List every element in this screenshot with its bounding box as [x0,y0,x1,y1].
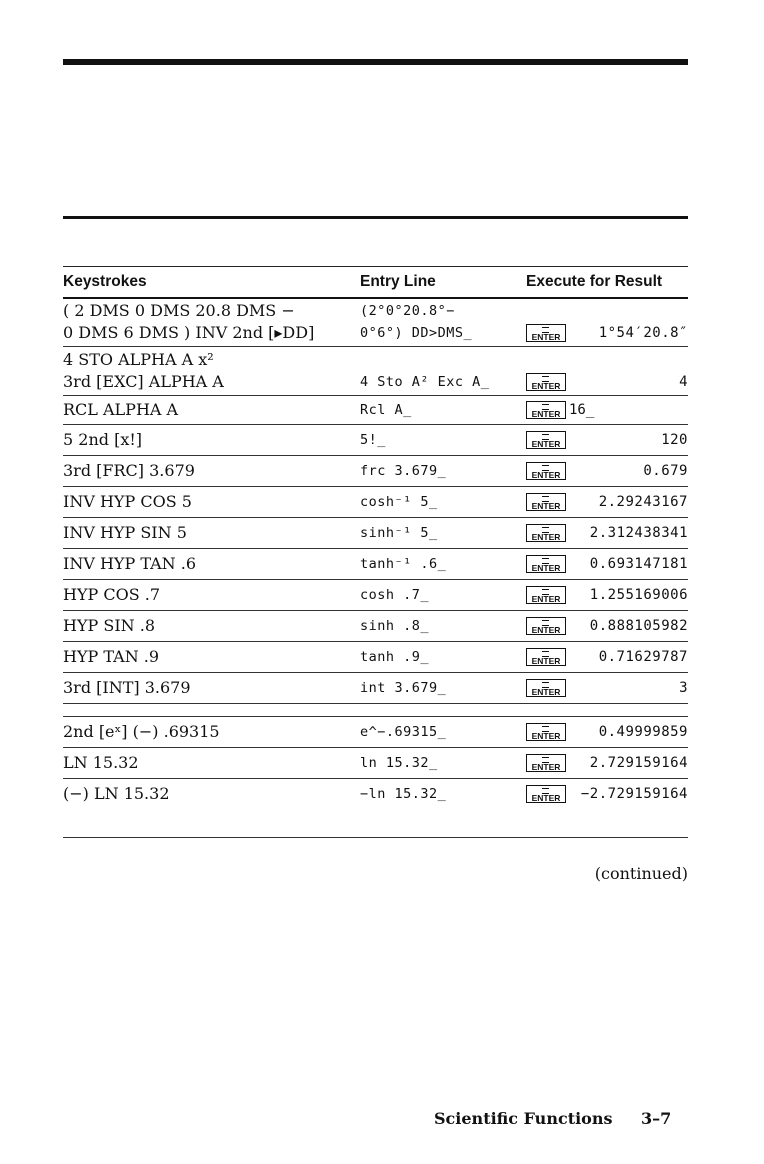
footer-page-number: 3–7 [641,1109,672,1128]
result-value: 0.888105982 [589,618,688,634]
keystrokes-line: HYP TAN .9 [63,647,160,666]
keystrokes-line: HYP SIN .8 [63,616,155,635]
keystrokes-line: RCL ALPHA A [63,400,179,419]
keystrokes-line: 0 DMS 6 DMS ) INV 2nd [▸DD] [63,323,315,342]
result-value: 1.255169006 [589,587,688,603]
entry-line: cosh⁻¹ 5_ [360,494,438,510]
footer-section-title: Scientific Functions [434,1109,613,1128]
entry-line: Rcl A_ [360,402,412,418]
result-value: 0.49999859 [598,724,688,740]
example-table [63,266,688,809]
keystrokes-line: INV HYP COS 5 [63,492,192,511]
result-value: 120 [661,432,688,448]
result-value: −2.729159164 [580,786,688,802]
table-header [63,266,688,299]
table-row [63,779,688,809]
keystrokes-line: 3rd [INT] 3.679 [63,678,191,697]
keystrokes-line: 3rd [EXC] ALPHA A [63,372,224,391]
keystrokes-line: 4 STO ALPHA A x² [63,350,214,369]
enter-key-icon: ENTER [526,586,566,604]
header-entry-line: Entry Line [360,273,436,290]
result-value: 2.729159164 [589,755,688,771]
enter-key-icon: ENTER [526,401,566,419]
result-value: 3 [679,680,688,696]
enter-key-icon: ENTER [526,648,566,666]
entry-line: −ln 15.32_ [360,786,447,802]
table-row [63,611,688,642]
entry-line: int 3.679_ [360,680,447,696]
entry-line: ln 15.32_ [360,755,438,771]
table-row [63,518,688,549]
enter-key-icon: ENTER [526,754,566,772]
result-value: 16_ [569,402,595,418]
entry-line: sinh .8_ [360,618,430,634]
table-row [63,642,688,673]
top-thick-rule [63,59,688,65]
keystrokes-line: LN 15.32 [63,753,139,772]
keystrokes-line: 2nd [eˣ] (−) .69315 [63,722,220,741]
entry-line: (2°0°20.8°− [360,303,455,319]
enter-key-icon: ENTER [526,324,566,342]
entry-line: tanh .9_ [360,649,430,665]
result-value: 2.312438341 [589,525,688,541]
entry-line: 5!_ [360,432,386,448]
result-value: 0.679 [643,463,688,479]
header-keystrokes: Keystrokes [63,273,147,290]
table-row [63,299,688,347]
table-row [63,716,688,748]
table-row [63,425,688,456]
table-row [63,673,688,704]
result-value: 1°54′20.8″ [598,325,688,341]
enter-key-icon: ENTER [526,617,566,635]
result-value: 4 [679,374,688,390]
keystrokes-line: ( 2 DMS 0 DMS 20.8 DMS − [63,301,295,320]
result-value: 2.29243167 [598,494,688,510]
enter-key-icon: ENTER [526,431,566,449]
keystrokes-line: 3rd [FRC] 3.679 [63,461,195,480]
enter-key-icon: ENTER [526,679,566,697]
enter-key-icon: ENTER [526,555,566,573]
entry-line: 4 Sto A² Exc A_ [360,374,490,390]
entry-line: 0°6°) DD>DMS_ [360,325,473,341]
enter-key-icon: ENTER [526,462,566,480]
entry-line: sinh⁻¹ 5_ [360,525,438,541]
keystrokes-line: HYP COS .7 [63,585,161,604]
table-row [63,549,688,580]
enter-key-icon: ENTER [526,785,566,803]
keystrokes-line: (−) LN 15.32 [63,784,170,803]
header-execute: Execute for Result [526,273,663,290]
table-row [63,456,688,487]
section-rule [63,216,688,219]
enter-key-icon: ENTER [526,373,566,391]
keystrokes-line: 5 2nd [x!] [63,430,143,449]
table-row [63,347,688,396]
continued-note: (continued) [594,864,688,883]
table-end-rule [63,837,688,838]
enter-key-icon: ENTER [526,723,566,741]
enter-key-icon: ENTER [526,493,566,511]
entry-line: e^−.69315_ [360,724,447,740]
result-value: 0.71629787 [598,649,688,665]
table-row [63,396,688,425]
entry-line: frc 3.679_ [360,463,447,479]
table-row [63,748,688,779]
entry-line: tanh⁻¹ .6_ [360,556,447,572]
keystrokes-line: INV HYP SIN 5 [63,523,187,542]
table-row [63,487,688,518]
table-row [63,580,688,611]
entry-line: cosh .7_ [360,587,430,603]
result-value: 0.693147181 [589,556,688,572]
enter-key-icon: ENTER [526,524,566,542]
keystrokes-line: INV HYP TAN .6 [63,554,197,573]
